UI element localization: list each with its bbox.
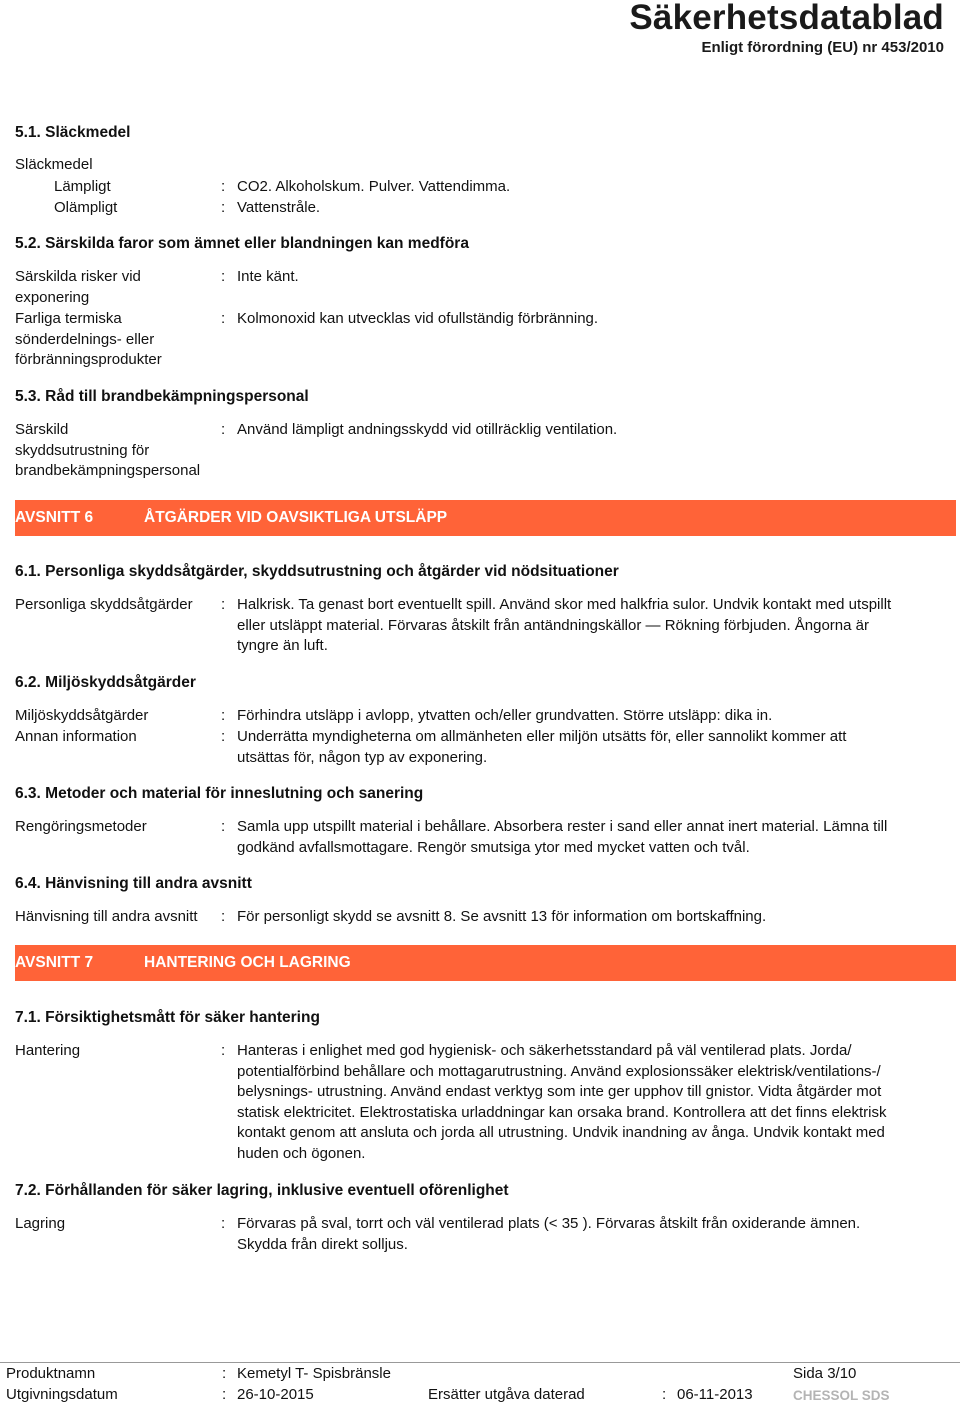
environmental-precautions-label: Miljöskyddsåtgärder [15, 707, 149, 724]
storage-value [237, 1214, 955, 1255]
environmental-precautions-row [15, 706, 955, 727]
unsuitable-label: Olämpligt [54, 199, 118, 216]
handling-label: Hantering [15, 1042, 81, 1059]
cleaning-methods-label: Rengöringsmetoder [15, 818, 147, 835]
protective-equipment-value: Använd lämpligt andningsskydd vid otillräcklig ventilation. [237, 421, 618, 438]
value-line: Samla upp utspillt material i behållare. Absorbera rester i sand eller annat inert material. Lämna till [237, 818, 888, 835]
colon: : [222, 1386, 227, 1403]
unsuitable-value: Vattenstråle. [237, 199, 321, 216]
colon: : [221, 268, 226, 285]
colon: : [662, 1386, 667, 1403]
product-name-value: Kemetyl T- Spisbränsle [237, 1365, 391, 1382]
handling-value [237, 1041, 955, 1165]
value-line: eller utsläppt material. Förvaras åtskilt från antändningskällor — Rökning förbjuden. Ångorna är [237, 616, 869, 634]
suitable-label: Lämpligt [54, 178, 111, 195]
storage-row [15, 1214, 955, 1255]
protective-equipment-row [15, 420, 955, 482]
specific-risks-row [15, 267, 955, 308]
section-6-banner [15, 500, 956, 536]
reference-row [15, 907, 955, 928]
value-line: Underrätta myndigheterna om allmänheten eller miljön utsätts för, eller sannolikt kommer att [237, 728, 847, 745]
label-line: brandbekämpningspersonal [15, 462, 201, 480]
section-6-number: AVSNITT 6 [15, 509, 94, 526]
colon: : [221, 1042, 226, 1059]
section-6-title: ÅTGÄRDER VID OAVSIKTLIGA UTSLÄPP [144, 509, 448, 526]
product-name-label: Produktnamn [6, 1365, 96, 1382]
protective-equipment-label [15, 420, 221, 482]
page-number: Sida 3/10 [793, 1365, 857, 1382]
footer-divider [0, 1362, 960, 1363]
page-footer [0, 1362, 960, 1404]
label-line: förbränningsprodukter [15, 351, 162, 369]
specific-risks-label [15, 267, 221, 308]
section-7-number: AVSNITT 7 [15, 954, 94, 971]
document-title: Säkerhetsdatablad [629, 0, 944, 37]
colon: : [221, 728, 226, 745]
handling-row [15, 1041, 955, 1165]
section-5-1-heading: 5.1. Släckmedel [15, 124, 131, 141]
environmental-precautions-value: Förhindra utsläpp i avlopp, ytvatten och/eller grundvatten. Större utsläpp: dika in. [237, 707, 773, 724]
reference-label: Hänvisning till andra avsnitt [15, 908, 198, 925]
section-6-3-heading: 6.3. Metoder och material för inneslutning och sanering [15, 785, 424, 802]
colon: : [221, 596, 226, 613]
value-line: kontakt genom att ansluta och jorda all utrustning. Undvik inandning av ånga. Undvik kontakt med [237, 1124, 885, 1142]
value-line: statisk elektricitet. Elektrostatiska urladdningar kan orsaka brand. Kontrollera att det finns elektrisk [237, 1103, 887, 1121]
section-7-1-heading: 7.1. Försiktighetsmått för säker hantering [15, 1009, 320, 1026]
section-6-4-heading: 6.4. Hänvisning till andra avsnitt [15, 875, 252, 892]
thermal-decomposition-value: Kolmonoxid kan utvecklas vid ofullständig förbränning. [237, 310, 599, 327]
value-line: utsättas för, någon typ av exponering. [237, 748, 488, 766]
section-6-1-heading: 6.1. Personliga skyddsåtgärder, skyddsutrustning och åtgärder vid nödsituationer [15, 563, 619, 580]
issue-date-label: Utgivningsdatum [6, 1386, 118, 1403]
colon: : [221, 310, 226, 327]
label-line: skyddsutrustning för [15, 441, 150, 459]
personal-precautions-row [15, 595, 955, 657]
issue-date-value: 26-10-2015 [237, 1386, 314, 1403]
value-line: tyngre än luft. [237, 637, 328, 655]
colon: : [222, 1365, 227, 1382]
cleaning-methods-row [15, 817, 955, 858]
value-line: Förvaras på sval, torrt och väl ventilerad plats (< 35 ). Förvaras åtskilt från oxiderande ämnen. [237, 1215, 861, 1232]
replaces-value: 06-11-2013 [677, 1386, 753, 1403]
section-7-2-heading: 7.2. Förhållanden för säker lagring, inklusive eventuell oförenlighet [15, 1182, 509, 1199]
replaces-label: Ersätter utgåva daterad [428, 1386, 585, 1403]
value-line: Hanteras i enlighet med god hygienisk- och säkerhetsstandard på väl ventilerad plats. Jorda/ [237, 1042, 852, 1059]
personal-precautions-value [237, 595, 955, 657]
value-line: Halkrisk. Ta genast bort eventuellt spill. Använd skor med halkfria sulor. Undvik kontakt med utspillt [237, 596, 892, 613]
document-header [629, 0, 944, 56]
label-line: sönderdelnings- eller [15, 330, 155, 348]
specific-risks-value: Inte känt. [237, 268, 299, 285]
other-information-row [15, 727, 955, 768]
personal-precautions-label: Personliga skyddsåtgärder [15, 596, 193, 613]
suitable-media-row [15, 177, 955, 198]
storage-label: Lagring [15, 1215, 66, 1232]
label-line: exponering [15, 288, 90, 306]
section-5-3-heading: 5.3. Råd till brandbekämpningspersonal [15, 388, 309, 405]
reference-value: För personligt skydd se avsnitt 8. Se avsnitt 13 för information om bortskaffning. [237, 908, 767, 925]
colon: : [221, 707, 226, 724]
cleaning-methods-value [237, 817, 955, 858]
value-line: belysnings- utrustning. Använd endast verktyg som inte ger upphov till gnistor. Vidta åtgärder mot [237, 1083, 882, 1101]
suitable-value: CO2. Alkoholskum. Pulver. Vattendimma. [237, 178, 511, 195]
thermal-decomposition-row [15, 309, 955, 371]
section-7-banner [15, 945, 956, 981]
brand-label: CHESSOL SDS [793, 1388, 890, 1403]
other-information-label: Annan information [15, 728, 137, 745]
section-5-2-heading: 5.2. Särskilda faror som ämnet eller blandningen kan medföra [15, 235, 469, 252]
label-line: Särskilda risker vid [15, 268, 141, 285]
colon: : [221, 178, 226, 195]
colon: : [221, 421, 226, 438]
value-line: huden och ögonen. [237, 1144, 366, 1162]
extinguishing-media-label: Släckmedel [15, 156, 93, 173]
colon: : [221, 1215, 226, 1232]
label-line: Farliga termiska [15, 310, 122, 327]
other-information-value [237, 727, 955, 768]
document-subtitle: Enligt förordning (EU) nr 453/2010 [701, 39, 944, 56]
colon: : [221, 818, 226, 835]
value-line: potentialförbind behållare och mottagarutrustning. Använd explosionssäker elektrisk/ventilations-/ [237, 1062, 881, 1080]
section-7-title: HANTERING OCH LAGRING [144, 954, 351, 971]
thermal-decomposition-label [15, 309, 221, 371]
colon: : [221, 908, 226, 925]
section-6-2-heading: 6.2. Miljöskyddsåtgärder [15, 674, 196, 691]
value-line: godkänd avfallsmottagare. Rengör smutsiga ytor med mycket vatten och tvål. [237, 838, 750, 856]
unsuitable-media-row [15, 198, 955, 219]
label-line: Särskild [15, 421, 69, 438]
colon: : [221, 199, 226, 216]
value-line: Skydda från direkt solljus. [237, 1235, 408, 1253]
